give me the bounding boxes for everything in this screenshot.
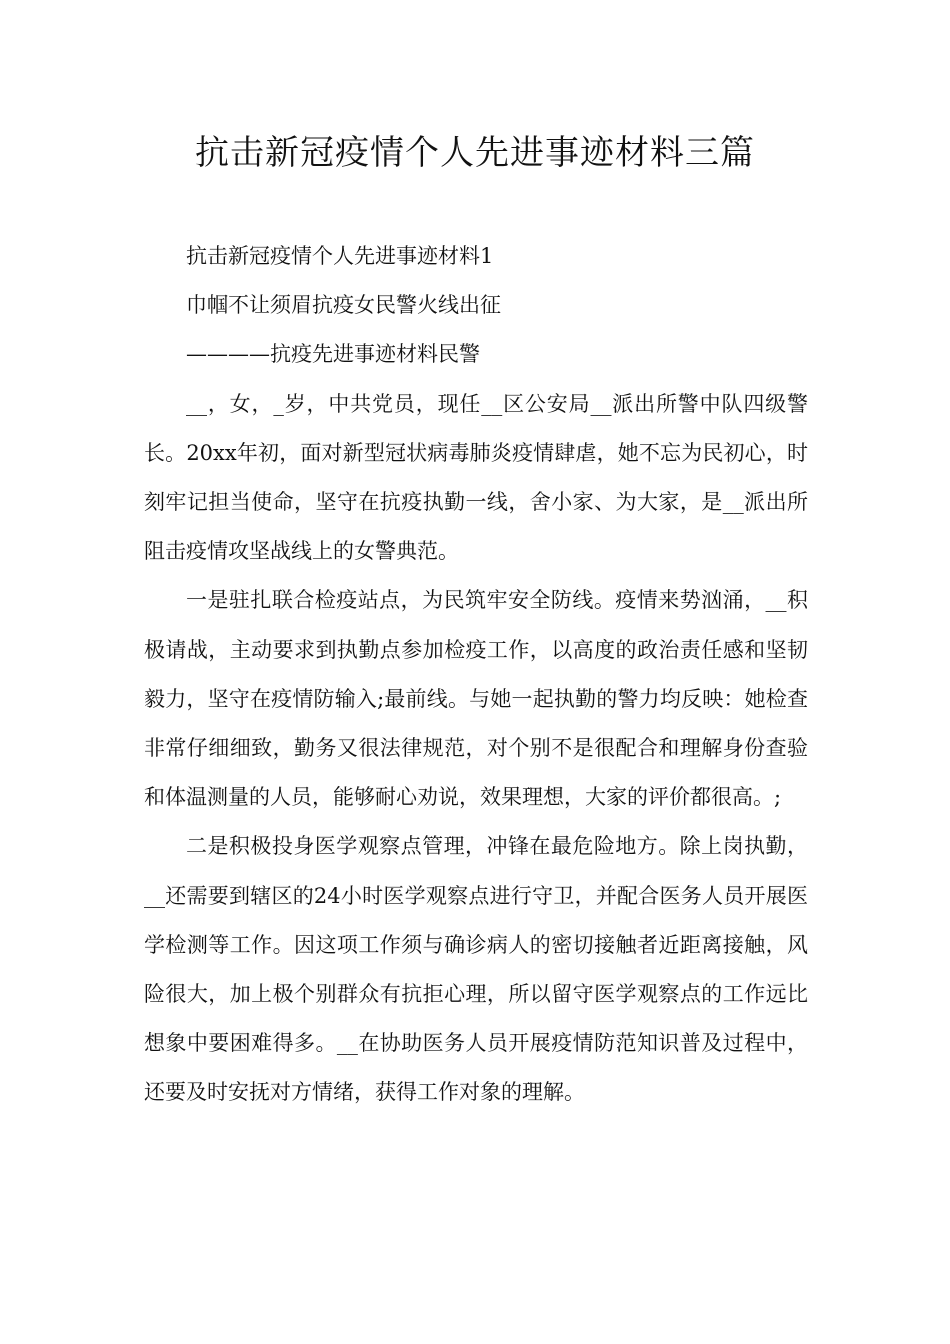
body-paragraph: 二是积极投身医学观察点管理，冲锋在最危险地方。除上岗执勤，__还需要到辖区的24小时医学观察点进行守卫，并配合医务人员开展医学检测等工作。因这项工作须与确诊病人的密切接触者近距离接触，风险很大，加上极个别群众有抗拒心理，所以留守医学观察点的工作远比想象中要困难得多。__在协助医务人员开展疫情防范知识普及过程中，还要及时安抚对方情绪，获得工作对象的理解。 xyxy=(144,834,808,1105)
document-body xyxy=(144,232,808,1118)
subtitle-heading: 抗击新冠疫情个人先进事迹材料1 xyxy=(186,244,494,268)
body-paragraph: __，女，_岁，中共党员，现任__区公安局__派出所警中队四级警长。20xx年初，面对新型冠状病毒肺炎疫情肆虐，她不忘为民初心，时刻牢记担当使命，坚守在抗疫执勤一线，舍小家、为大家，是__派出所阻击疫情攻坚战线上的女警典范。 xyxy=(144,391,808,564)
document-title: 抗击新冠疫情个人先进事迹材料三篇 xyxy=(195,133,755,173)
subtitle-source: ————抗疫先进事迹材料民警 xyxy=(186,342,480,367)
subtitle-line: 巾帼不让须眉抗疫女民警火线出征 xyxy=(186,293,501,318)
body-paragraph: 一是驻扎联合检疫站点，为民筑牢安全防线。疫情来势汹涌，__积极请战，主动要求到执勤点参加检疫工作，以高度的政治责任感和坚韧毅力，坚守在疫情防输入;最前线。与她一起执勤的警力均反映：她检查非常仔细细致，勤务又很法律规范，对个别不是很配合和理解身份查验和体温测量的人员，能够耐心劝说，效果理想，大家的评价都很高。; xyxy=(144,588,808,810)
